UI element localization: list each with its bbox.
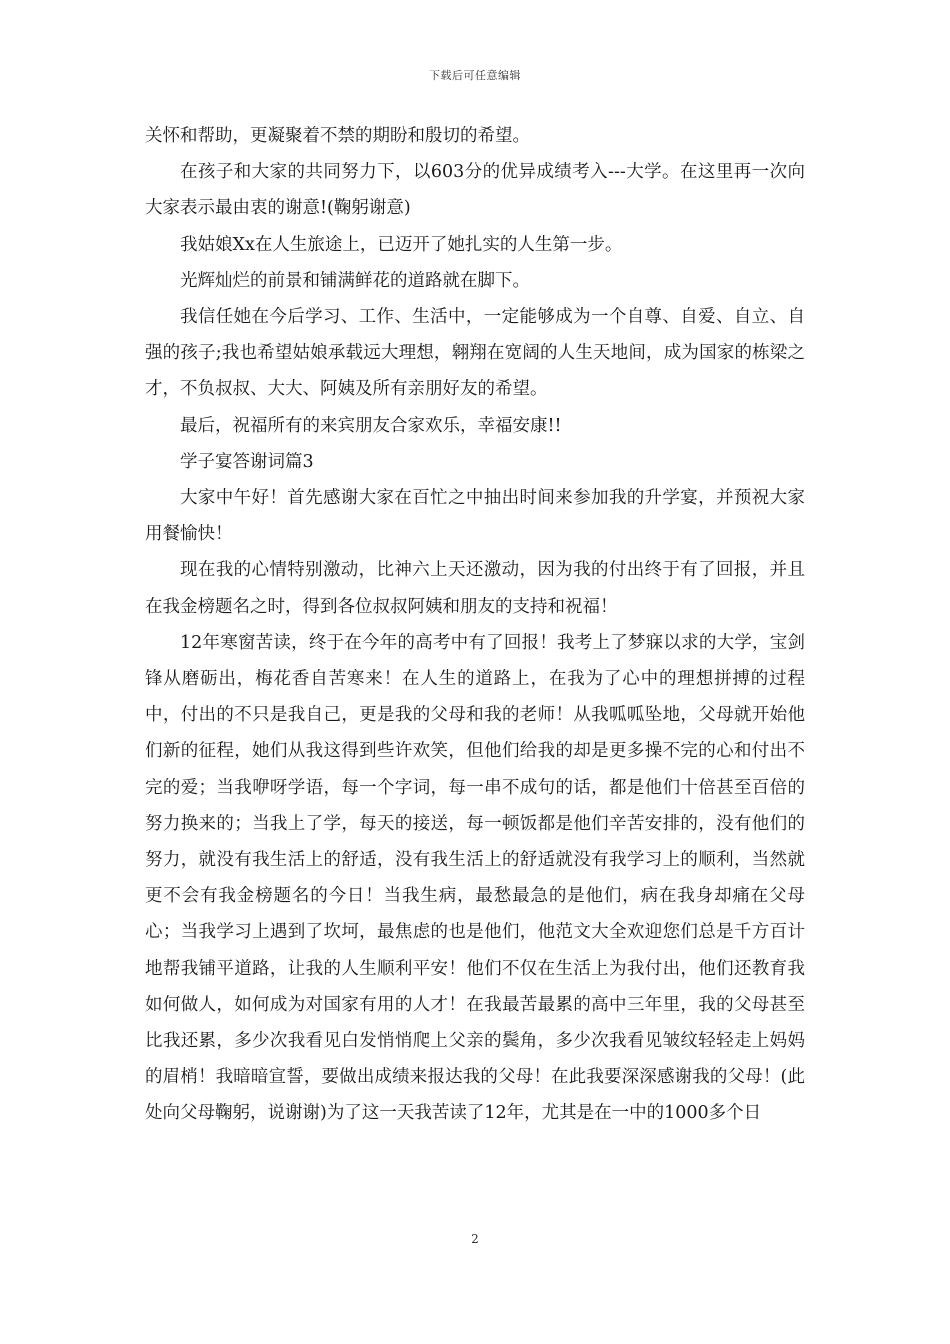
paragraph: 我姑娘Xx在人生旅途上，已迈开了她扎实的人生第一步。 bbox=[180, 234, 623, 255]
page-number: 2 bbox=[471, 1232, 479, 1246]
paragraph: 在孩子和大家的共同努力下，以603分的优异成绩考入---大学。在这里再一次向大家表示最由衷的谢意!(鞠躬谢意) bbox=[145, 162, 805, 219]
paragraph: 大家中午好！首先感谢大家在百忙之中抽出时间来参加我的升学宴，并预祝大家用餐愉快！ bbox=[145, 488, 805, 545]
page-header: 下载后可任意编辑 bbox=[429, 69, 521, 82]
paragraph: 我信任她在今后学习、工作、生活中，一定能够成为一个自尊、自爱、自立、自强的孩子;我也希望姑娘承载远大理想，翱翔在宽阔的人生天地间，成为国家的栋梁之才，不负叔叔、大大、阿姨及所有亲朋好友的希望。 bbox=[145, 307, 805, 400]
document-body bbox=[145, 118, 805, 1132]
paragraph: 现在我的心情特别激动，比神六上天还激动，因为我的付出终于有了回报，并且在我金榜题名之时，得到各位叔叔阿姨和朋友的支持和祝福！ bbox=[145, 560, 805, 617]
paragraph: 12年寒窗苦读，终于在今年的高考中有了回报！我考上了梦寐以求的大学，宝剑锋从磨砺出，梅花香自苦寒来！在人生的道路上，在我为了心中的理想拼搏的过程中，付出的不只是我自己，更是我的父母和我的老师！从我呱呱坠地，父母就开始他们新的征程，她们从我这得到些许欢笑，但他们给我的却是更多操不完的心和付出不完的爱；当我咿呀学语，每一个字词，每一串不成句的话，都是他们十倍甚至百倍的努力换来的；当我上了学，每天的接送，每一顿饭都是他们辛苦安排的，没有他们的努力，就没有我生活上的舒适，没有我生活上的舒适就没有我学习上的顺利，当然就更不会有我金榜题名的今日！当我生病，最愁最急的是他们，病在我身却痛在父母心；当我学习上遇到了坎坷，最焦虑的也是他们，他范文大全欢迎您们总是千方百计地帮我铺平道路，让我的人生顺利平安！他们不仅在生活上为我付出，他们还教育我如何做人，如何成为对国家有用的人才！在我最苦最累的高中三年里，我的父母甚至比我还累，多少次我看见白发悄悄爬上父亲的鬓角，多少次我看见皱纹轻轻走上妈妈的眉梢！我暗暗宣誓，要做出成绩来报达我的父母！在此我要深深感谢我的父母！(此处向父母鞠躬，说谢谢)为了这一天我苦读了12年，尤其是在一中的1000多个日 bbox=[145, 632, 805, 1124]
paragraph: 关怀和帮助，更凝聚着不禁的期盼和殷切的希望。 bbox=[145, 126, 530, 146]
section-heading: 学子宴答谢词篇3 bbox=[180, 451, 314, 472]
paragraph: 光辉灿烂的前景和铺满鲜花的道路就在脚下。 bbox=[180, 270, 530, 291]
paragraph: 最后，祝福所有的来宾朋友合家欢乐，幸福安康!! bbox=[180, 415, 562, 436]
